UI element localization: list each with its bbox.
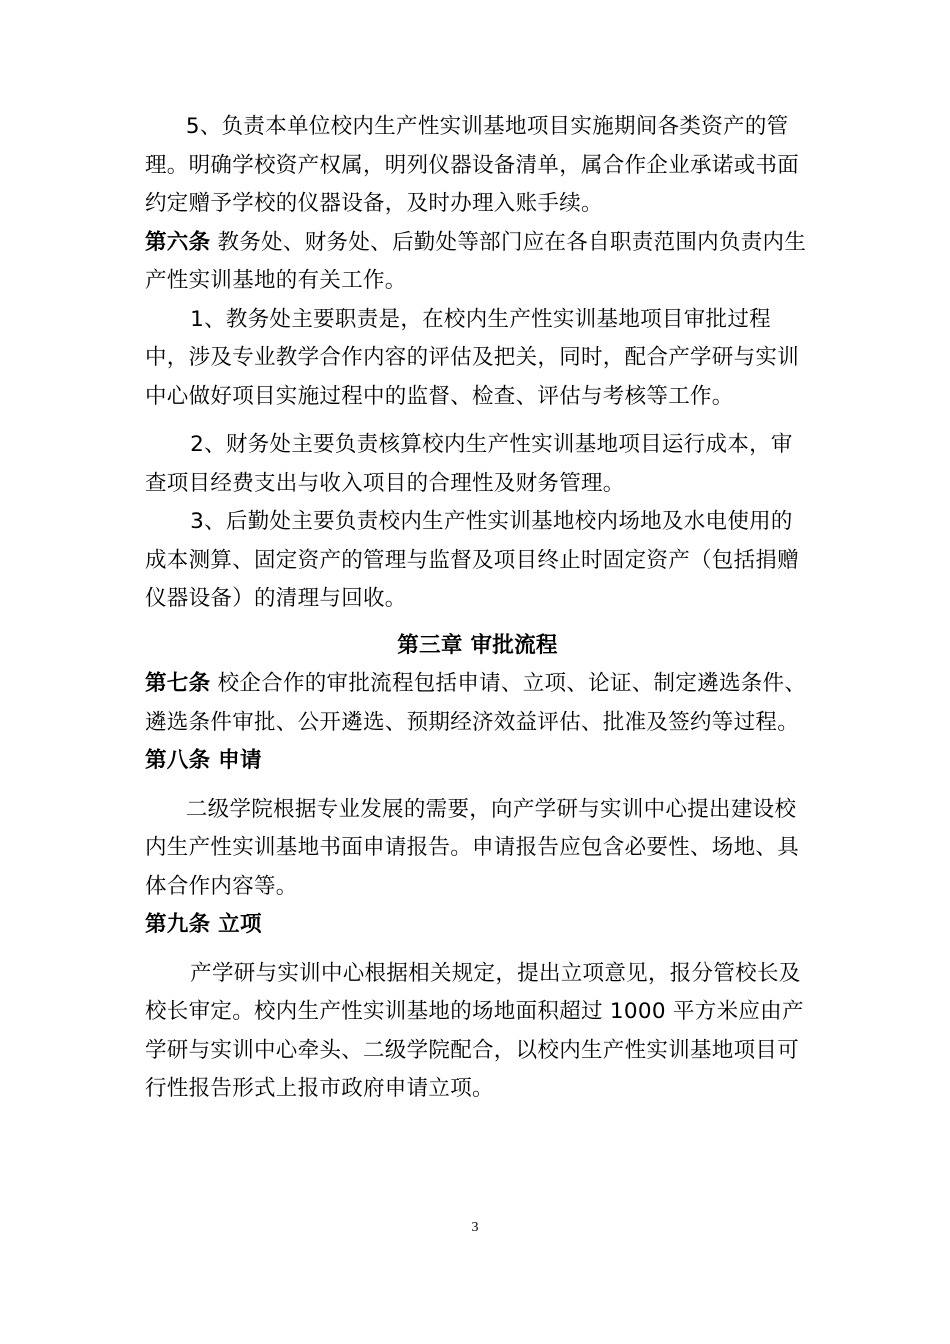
article-seven — [145, 665, 810, 742]
paragraph-logistics-office: 3、后勤处主要负责校内生产性实训基地校内场地及水电使用的成本测算、固定资产的管理与监督及项目终止时固定资产（包括捐赠仪器设备）的清理与回收。 — [145, 509, 800, 611]
article-six-label: 第六条 — [145, 229, 211, 255]
paragraph-project-approval: 产学研与实训中心根据相关规定，提出立项意见，报分管校长及校长审定。校内生产性实训基地的场地面积超过 1000 平方米应由产学研与实训中心牵头、二级学院配合，以校内生产性实训基地项目可行性报告形式上报市政府申请立项。 — [145, 960, 804, 1101]
chapter-three-title: 第三章 审批流程 — [397, 632, 558, 658]
document-body — [145, 108, 810, 1109]
paragraph-finance-office: 2、财务处主要负责核算校内生产性实训基地项目运行成本，审查项目经费支出与收入项目的合理性及财务管理。 — [145, 432, 793, 496]
paragraph-academic-affairs: 1、教务处主要职责是，在校内生产性实训基地项目审批过程中，涉及专业教学合作内容的评估及把关，同时，配合产学研与实训中心做好项目实施过程中的监督、检查、评估与考核等工作。 — [145, 306, 800, 409]
paragraph-asset-management: 5、负责本单位校内生产性实训基地项目实施期间各类资产的管理。明确学校资产权属，明列仪器设备清单，属合作企业承诺或书面约定赠予学校的仪器设备，及时办理入账手续。 — [145, 114, 800, 216]
paragraph-application: 二级学院根据专业发展的需要，向产学研与实训中心提出建设校内生产性实训基地书面申请报告。申请报告应包含必要性、场地、具体合作内容等。 — [145, 796, 800, 899]
article-nine-heading: 第九条 立项 — [145, 912, 262, 937]
article-seven-text: 校企合作的审批流程包括申请、立项、论证、制定遴选条件、遴选条件审批、公开遴选、预期经济效益评估、批准及签约等过程。 — [145, 671, 807, 735]
article-six-text: 教务处、财务处、后勤处等部门应在各自职责范围内负责内生产性实训基地的有关工作。 — [145, 229, 807, 293]
article-eight-heading: 第八条 申请 — [145, 748, 262, 773]
page-number: 3 — [471, 1220, 479, 1235]
article-six — [145, 224, 810, 301]
article-seven-label: 第七条 — [145, 671, 211, 696]
